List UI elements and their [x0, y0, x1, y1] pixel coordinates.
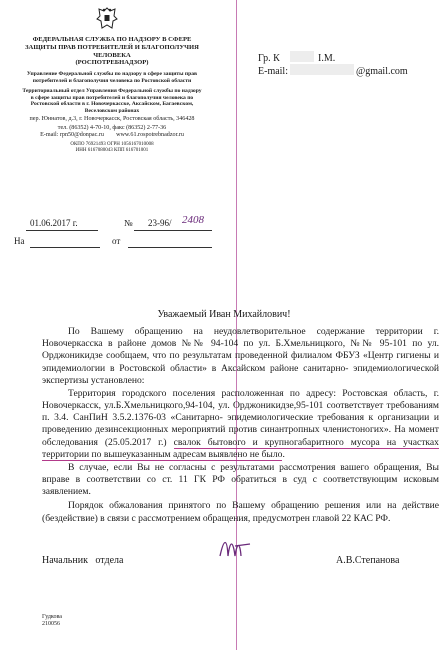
reply-to-label: На — [14, 236, 25, 246]
paragraph-inspection-findings — [42, 388, 439, 461]
reply-from-label: от — [112, 236, 121, 246]
tax-codes: ИНН 6167080043 КПП 616701001 — [75, 148, 149, 154]
agency-title: ФЕДЕРАЛЬНАЯ СЛУЖБА ПО НАДЗОРУ В СФЕРЕ ЗАЩИТЫ ПРАВ ПОТРЕБИТЕЛЕЙ И БЛАГОПОЛУЧИЯ ЧЕЛОВЕКА — [25, 36, 199, 59]
number-underline — [134, 230, 212, 231]
recipient-name-prefix: Гр. К — [258, 53, 280, 64]
recipient-name-suffix: I.M. — [318, 53, 336, 64]
letter-body — [42, 326, 439, 525]
paragraph-request-summary: По Вашему обращению на неудовлетворительное содержание территории г. Новочеркасска в районе домов №№ 94-104 по ул. Б.Хмельницкого, №№ 95-101 по ул. Орджоникидзе сообщаем, что по результатам проведенной филиалом ФБУЗ «Центр гигиены и эпидемиологии в Ростовской области» в Аксайском районе санитарно- эпидемиологической экспертизы установлено: — [42, 326, 439, 386]
handwritten-number: 2408 — [182, 214, 204, 226]
recipient-email-prefix: E-mail: — [258, 66, 288, 77]
address: пер. Юннатов, д.3, г. Новочеркасск, Ростовская область, 346428 — [29, 115, 195, 122]
number-label: № — [124, 218, 133, 228]
signatory-name: А.В.Степанова — [336, 555, 400, 566]
territorial-department: Территориальный отдел Управления Федеральной службы по надзору в сфере защиты прав потребителей и благополучия человека по Ростовской области в г. Новочеркасске, Аксайском, Багаевском, Веселовском районах — [22, 88, 202, 115]
reply-from-underline — [128, 247, 212, 248]
findings-end: . — [282, 448, 285, 460]
salutation: Уважаемый Иван Михайлович! — [157, 309, 291, 320]
date-underline — [26, 230, 98, 231]
phones: тел. (86352) 4-70-10, факс (86352) 2-77-36 — [57, 124, 167, 131]
reply-to-underline — [30, 247, 100, 248]
regional-department: Управление Федеральной службы по надзору в сфере защиты прав потребителей и благополучия человека по Ростовской области — [26, 71, 198, 84]
handwritten-signature — [216, 534, 258, 564]
agency-abbreviation: (РОСПОТРЕБНАДЗОР) — [75, 59, 149, 67]
letter-number: 23-96/ — [148, 218, 172, 228]
findings-text: Территория городского поселения расположенная по адресу: Ростовская область, г. Новочеркасск, ул.Б.Хмельницкого,94-104, ул. Орджоникидзе,95-101 соответствует требованиям п. 3.4. СанПиН 3.5.2.1376-03 «Санитарно- эпидемиологические требования к организации и проведению дезинсекционных мероприятий против синантропных членистоногих». На момент обследования (25.05.2017 г.) — [42, 387, 439, 448]
letter-date: 01.06.2017 г. — [30, 218, 78, 228]
registration-codes: ОКПО 76921493 ОГРН 1056167010008 — [70, 142, 154, 148]
findings-highlight: свалок бытового и крупногабаритного мусора на участках территории по вышеуказанным адресам выявлено не было — [42, 436, 439, 460]
paragraph-appeal-procedure: Порядок обжалования принятого по Вашему обращению решения или на действие (бездействие) в связи с рассмотрением обращения, предусмотрен главой 22 КАС РФ. — [42, 500, 439, 524]
signatory-title: Начальник отдела — [42, 555, 124, 566]
email-website: E-mail: rpn50@donpac.ru www.61.rospotrebnadzor.ru — [40, 132, 184, 138]
recipient-name-redaction — [290, 51, 314, 62]
recipient-email-redaction — [290, 64, 354, 75]
recipient-email-suffix: @gmail.com — [356, 66, 408, 77]
executor-phone: 210056 — [42, 621, 60, 627]
executor-name: Гудкова — [42, 614, 62, 620]
coat-of-arms-emblem — [96, 6, 118, 32]
paragraph-appeal-court: В случае, если Вы не согласны с результатами рассмотрения вашего обращения, Вы вправе в соответствии со ст. 11 ГК РФ обратиться в суд с соответствующим исковым заявлением. — [42, 461, 439, 498]
